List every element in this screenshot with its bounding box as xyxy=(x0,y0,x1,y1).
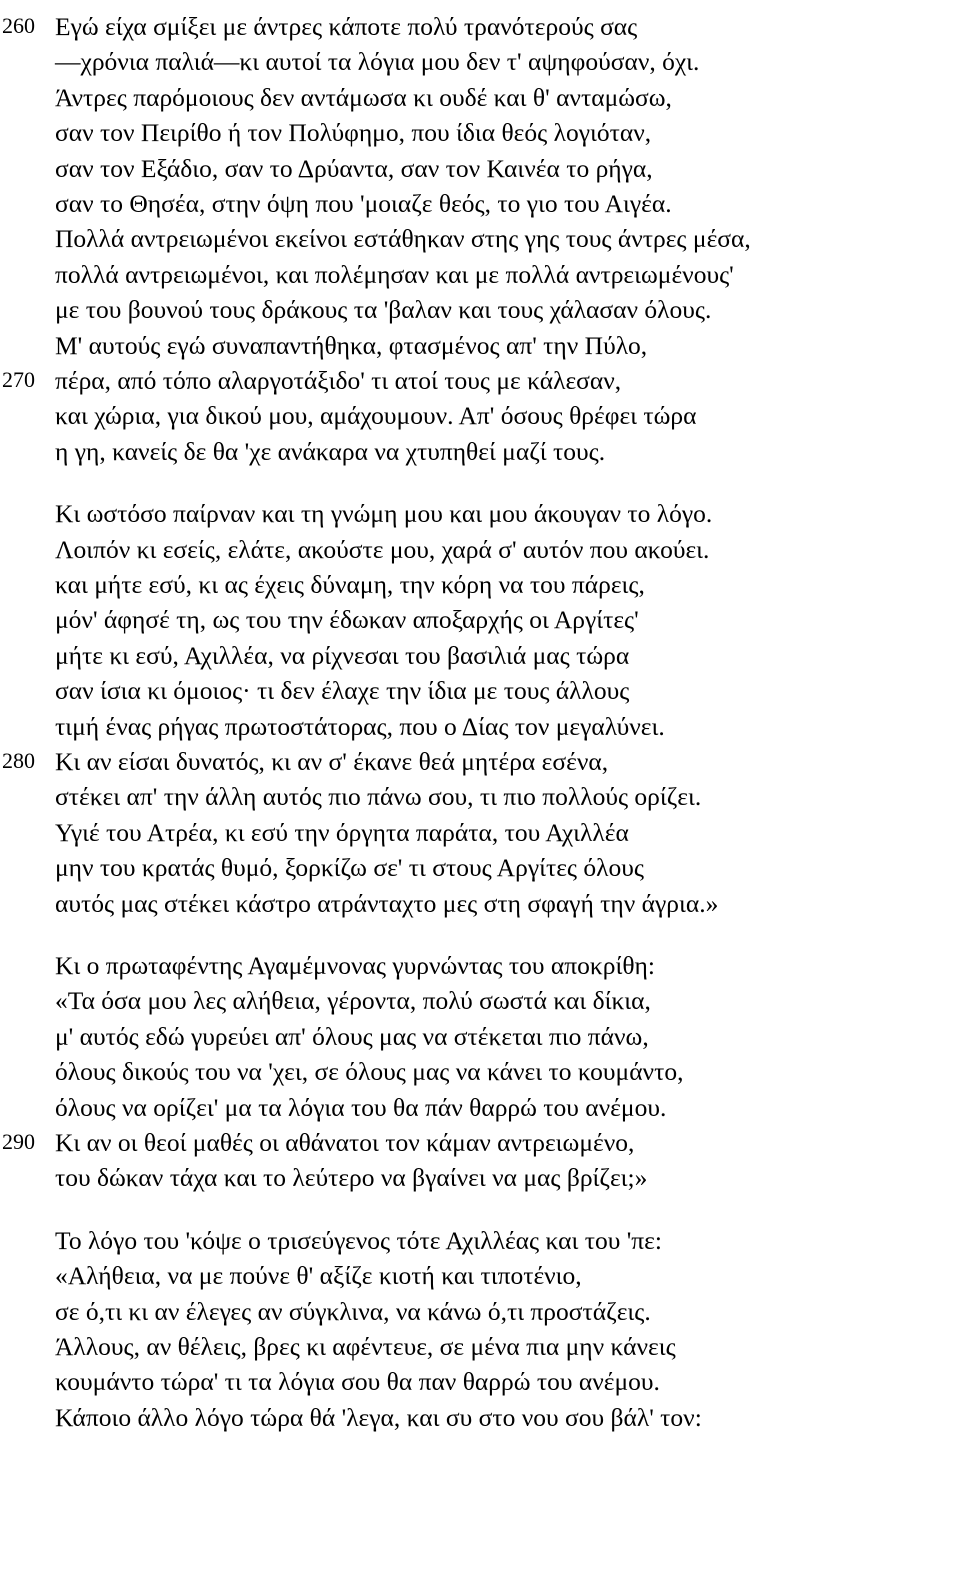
verse-line xyxy=(0,1403,960,1444)
verse-text: όλους δικούς του να 'χει, σε όλους μας να κάνει το κουμάντο, xyxy=(55,1057,684,1086)
verse-text: Το λόγο του 'κόψε ο τρισεύγενος τότε Αχιλλέας και του 'πε: xyxy=(55,1226,662,1255)
verse-text: σαν τον Πειρίθο ή τον Πολύφημο, που ίδια θεός λογιόταν, xyxy=(55,118,652,147)
verse-text: κουμάντο τώρα' τι τα λόγια σου θα παν θαρρώ του ανέμου. xyxy=(55,1367,660,1396)
verse-text: —χρόνια παλιά—κι αυτοί τα λόγια μου δεν τ' αψηφούσαν, όχι. xyxy=(55,47,700,76)
verse-text: η γη, κανείς δε θα 'χε ανάκαρα να χτυπηθεί μαζί τους. xyxy=(55,437,606,466)
verse-line xyxy=(0,1163,960,1204)
verse-text: στέκει απ' την άλλη αυτός πιο πάνω σου, τι πιο πολλούς ορίζει. xyxy=(55,782,702,811)
verse-text: και μήτε εσύ, κι ας έχεις δύναμη, την κόρη να του πάρεις, xyxy=(55,570,645,599)
verse-text: Κι αν οι θεοί μαθές οι αθάνατοι τον κάμαν αντρειωμένο, xyxy=(55,1128,635,1157)
verse-text: μην του κρατάς θυμό, ξορκίζω σε' τι στους Αργίτες όλους xyxy=(55,853,644,882)
verse-text: Κι ο πρωταφέντης Αγαμέμνονας γυρνώντας του αποκρίθη: xyxy=(55,951,655,980)
line-number: 280 xyxy=(2,748,35,773)
verse-text: Κι αν είσαι δυνατός, κι αν σ' έκανε θεά μητέρα εσένα, xyxy=(55,747,609,776)
line-number: 290 xyxy=(2,1129,35,1154)
verse-text: μ' αυτός εδώ γυρεύει απ' όλους μας να στέκεται πιο πάνω, xyxy=(55,1022,649,1051)
verse-text: Άλλους, αν θέλεις, βρες κι αφέντευε, σε μένα πια μην κάνεις xyxy=(55,1332,676,1361)
verse-line xyxy=(0,437,960,478)
verse-text: Λοιπόν κι εσείς, ελάτε, ακούστε μου, χαρά σ' αυτόν που ακούει. xyxy=(55,535,710,564)
line-number: 260 xyxy=(2,13,35,38)
verse-text: Πολλά αντρειωμένοι εκείνοι εστάθηκαν στης γης τους άντρες μέσα, xyxy=(55,224,751,253)
verse-text: σαν το Θησέα, στην όψη που 'μοιαζε θεός, το γιο του Αιγέα. xyxy=(55,189,672,218)
verse-text: «Αλήθεια, να με πούνε θ' αξίζε κιοτή και τιποτένιο, xyxy=(55,1261,582,1290)
verse-text: μήτε κι εσύ, Αχιλλέα, να ρίχνεσαι του βασιλιά μας τώρα xyxy=(55,641,630,670)
verse-text: σαν ίσια κι όμοιος· τι δεν έλαχε την ίδια με τους άλλους xyxy=(55,676,630,705)
verse-text: σαν τον Εξάδιο, σαν το Δρύαντα, σαν τον Καινέα το ρήγα, xyxy=(55,154,653,183)
verse-text: μόν' άφησέ τη, ως του την έδωκαν αποξαρχής οι Αργίτες' xyxy=(55,605,639,634)
verse-text: πολλά αντρειωμένοι, και πολέμησαν και με πολλά αντρειωμένους' xyxy=(55,260,734,289)
verse-text: και χώρια, για δικού μου, αμάχουμουν. Απ' όσους θρέφει τώρα xyxy=(55,401,697,430)
verse-text: Εγώ είχα σμίξει με άντρες κάποτε πολύ τρανότερούς σας xyxy=(55,12,638,41)
line-number: 270 xyxy=(2,367,35,392)
verse-text: Κάποιο άλλο λόγο τώρα θά 'λεγα, και συ στο νου σου βάλ' τον: xyxy=(55,1403,702,1432)
verse-line xyxy=(0,889,960,930)
verse-text: όλους να ορίζει' μα τα λόγια του θα πάν θαρρώ του ανέμου. xyxy=(55,1093,667,1122)
verse-text: Υγιέ του Ατρέα, κι εσύ την όργητα παράτα, του Αχιλλέα xyxy=(55,818,629,847)
verse-text: τιμή ένας ρήγας πρωτοστάτορας, που ο Δίας τον μεγαλύνει. xyxy=(55,712,665,741)
verse-text: «Τα όσα μου λες αλήθεια, γέροντα, πολύ σωστά και δίκια, xyxy=(55,986,651,1015)
verse-text: αυτός μας στέκει κάστρο ατράνταχτο μες στη σφαγή την άγρια.» xyxy=(55,889,719,918)
verse-text: σε ό,τι κι αν έλεγες αν σύγκλινα, να κάνω ό,τι προστάζεις. xyxy=(55,1297,651,1326)
verse-text: του δώκαν τάχα και το λεύτερο να βγαίνει να μας βρίζει;» xyxy=(55,1163,648,1192)
verse-text: με του βουνού τους δράκους τα 'βαλαν και τους χάλασαν όλους. xyxy=(55,295,712,324)
verse-text: πέρα, από τόπο αλαργοτάξιδο' τι ατοί τους με κάλεσαν, xyxy=(55,366,622,395)
verse-text: Άντρες παρόμοιους δεν αντάμωσα κι ουδέ και θ' ανταμώσω, xyxy=(55,83,672,112)
verse-text: Κι ωστόσο παίρναν και τη γνώμη μου και μου άκουγαν το λόγο. xyxy=(55,499,713,528)
verse-text: Μ' αυτούς εγώ συναπαντήθηκα, φτασμένος απ' την Πύλο, xyxy=(55,331,648,360)
